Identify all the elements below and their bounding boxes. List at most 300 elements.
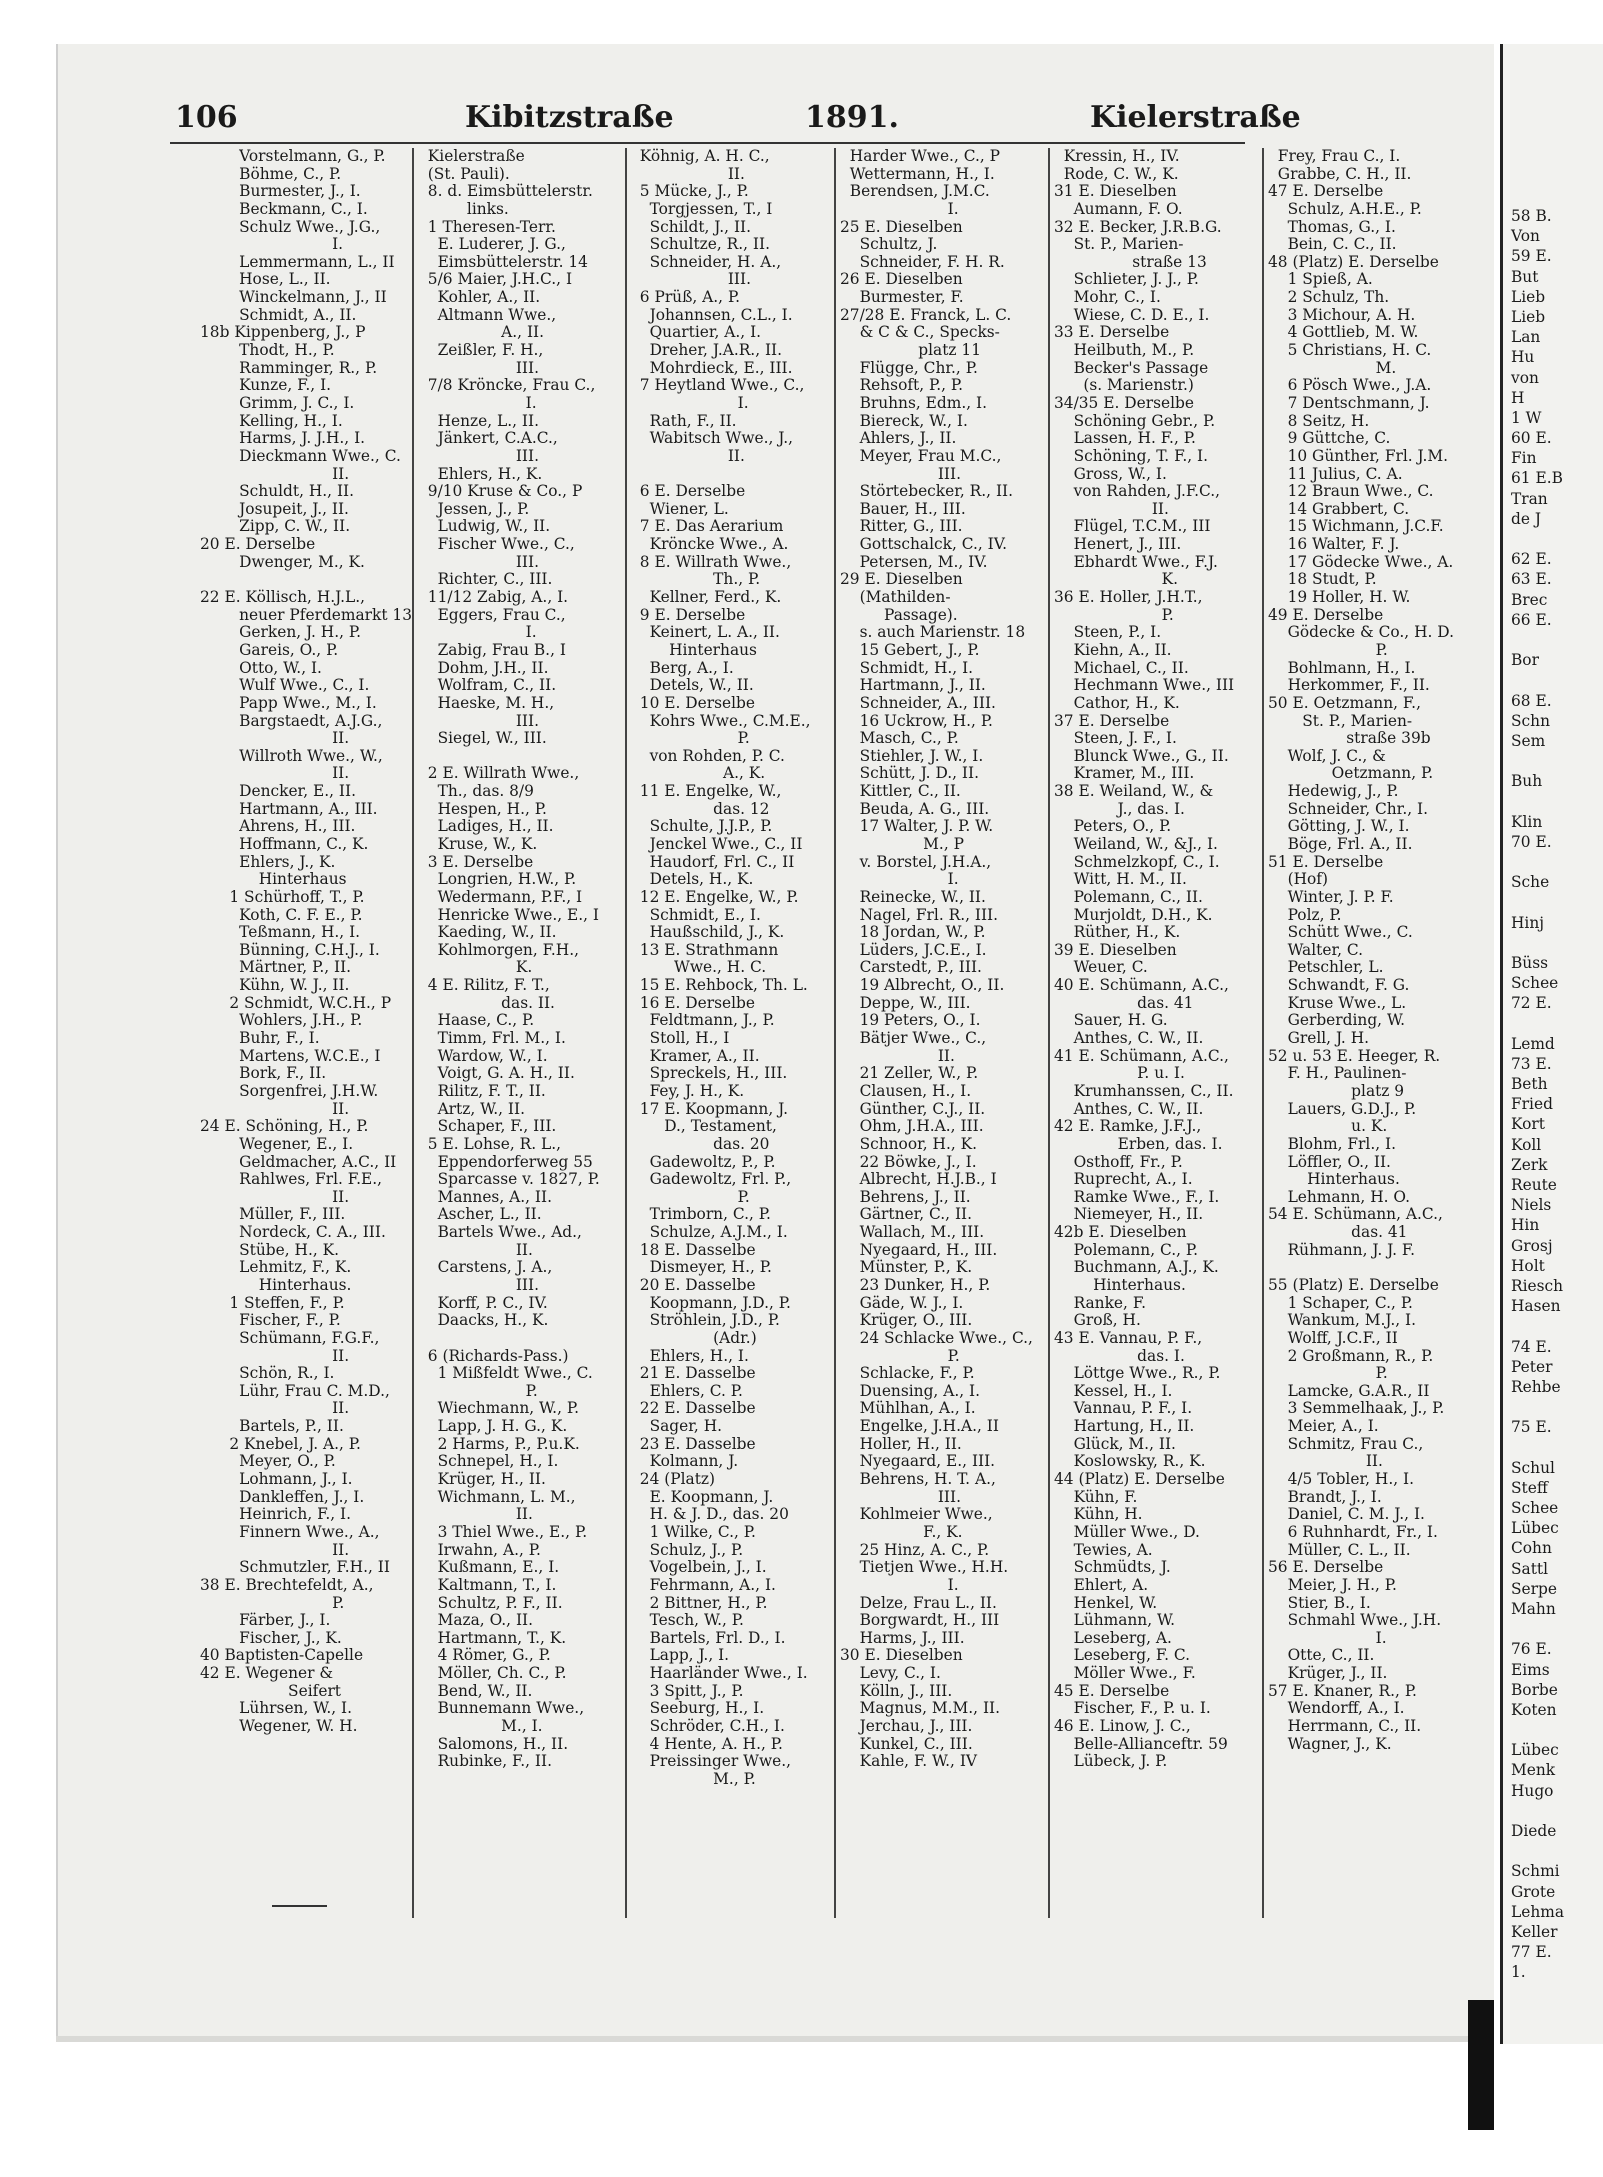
next-page-line: Von (1511, 227, 1540, 246)
directory-line: 38 E. Brechtefeldt, A., (200, 1575, 374, 1594)
directory-line: Trimborn, C., P. (630, 1205, 771, 1224)
directory-line: Tesch, W., P. (630, 1611, 744, 1630)
directory-line: 5 E. Lohse, R. L., (418, 1134, 562, 1153)
directory-line: Ehlers, C. P. (630, 1381, 743, 1400)
directory-line: Longrien, H.W., P. (418, 870, 577, 889)
next-page-line: Lan (1511, 328, 1541, 347)
directory-line: Nyegaard, H., III. (840, 1240, 998, 1259)
next-page-line: Kort (1511, 1115, 1545, 1134)
directory-line: Blunck Wwe., G., II. (1054, 746, 1229, 765)
column-2 (418, 148, 623, 1918)
directory-line: Schneider, H. A., (630, 252, 782, 271)
directory-line: das. II. (418, 993, 555, 1012)
directory-line: Schultz, J. (840, 235, 938, 254)
directory-line: 6 Pösch Wwe., J.A. (1268, 376, 1432, 395)
directory-line: Holler, H., II. (840, 1434, 962, 1453)
directory-line: 4 Römer, G., P. (418, 1646, 551, 1665)
directory-line: Schöning, T. F., I. (1054, 446, 1209, 465)
directory-line: Wolfram, C., II. (418, 676, 557, 695)
directory-line: (Mathilden- (840, 588, 951, 607)
directory-line: Wwe., H. C. (630, 958, 767, 977)
directory-line: Möller Wwe., F. (1054, 1664, 1196, 1683)
directory-line: Papp Wwe., M., I. (200, 693, 377, 712)
directory-line: Leseberg, A. (1054, 1628, 1172, 1647)
next-page-line (1511, 1318, 1603, 1338)
directory-line: Hedewig, J., P. (1268, 782, 1399, 801)
next-page-line (1511, 1439, 1603, 1459)
directory-line: Köhnig, A. H. C., (630, 147, 770, 165)
directory-line: 18 Studt, P. (1268, 570, 1377, 589)
directory-line: Kohler, A., II. (418, 288, 541, 307)
directory-line: K. (418, 958, 533, 977)
directory-line: Grabbe, C. H., II. (1268, 164, 1412, 183)
next-page-line: Sattl (1511, 1559, 1549, 1578)
column-1 (200, 147, 413, 1918)
directory-line: P. (200, 1593, 345, 1612)
directory-line: Kruse, W., K. (418, 834, 538, 853)
directory-line: 52 u. 53 E. Heeger, R. (1268, 1046, 1441, 1065)
directory-line: Bohlmann, H., I. (1268, 658, 1416, 677)
directory-line: P. (630, 1187, 750, 1206)
directory-line: 22 E. Köllisch, H.J.L., (200, 588, 366, 607)
directory-line: Kressin, H., IV. (1054, 147, 1180, 165)
directory-line: Bauer, H., III. (840, 499, 966, 518)
directory-line: Tietjen Wwe., H.H. (840, 1558, 1009, 1577)
directory-line: 23 Dunker, H., P. (840, 1276, 991, 1294)
directory-line: Schön, R., I. (200, 1364, 335, 1383)
directory-line: 2 E. Willrath Wwe., (418, 764, 580, 783)
directory-line: Müller Wwe., D. (1054, 1522, 1200, 1541)
directory-line: III. (418, 711, 539, 730)
directory-line: Kelling, H., I. (200, 411, 343, 430)
directory-line: 3 Semmelhaak, J., P. (1268, 1399, 1445, 1418)
directory-line: Krüger, O., III. (840, 1311, 973, 1330)
directory-line: P. u. I. (1054, 1064, 1185, 1083)
directory-line: Gottschalck, C., IV. (840, 535, 1008, 554)
directory-line: Anthes, C. W., II. (1054, 1099, 1204, 1118)
directory-line: Hinterhaus. (1268, 1170, 1400, 1189)
directory-line: Lamcke, G.A.R., II (1268, 1381, 1430, 1400)
directory-line: Witt, H. M., II. (1054, 870, 1187, 889)
directory-line: Kröncke Wwe., A. (630, 535, 789, 554)
directory-line: Lühmann, W. (1054, 1611, 1176, 1630)
directory-line: Ehlers, J., K. (200, 852, 336, 871)
directory-line: Thodt, H., P. (200, 341, 335, 360)
directory-line: 2 Bittner, H., P. (630, 1593, 768, 1612)
next-page-line: Grosj (1511, 1236, 1553, 1255)
directory-line: Berg, A., I. (630, 658, 734, 677)
next-page-line (1511, 894, 1603, 914)
directory-line: Masch, C., P. (840, 729, 959, 748)
next-page-line: Beth (1511, 1075, 1548, 1094)
directory-line: Dencker, E., II. (200, 782, 356, 801)
directory-line: II. (840, 1046, 955, 1065)
directory-line: 11 E. Engelke, W., (630, 782, 782, 801)
directory-line: Glück, M., II. (1054, 1434, 1176, 1453)
directory-line (418, 748, 623, 766)
next-page-line: Zerk (1511, 1155, 1548, 1174)
directory-line: Nordeck, C. A., III. (200, 1223, 386, 1242)
directory-line: Harms, J., III. (840, 1628, 965, 1647)
directory-line: 8 E. Willrath Wwe., (630, 552, 792, 571)
directory-line: Kessel, H., I. (1054, 1381, 1173, 1400)
directory-line: Oetzmann, P. (1268, 764, 1434, 783)
directory-line: Kielerstraße (418, 147, 525, 165)
directory-line: Lehmann, H. O. (1268, 1187, 1411, 1206)
next-page-line: Koll (1511, 1135, 1542, 1154)
next-page-line: Lieb (1511, 307, 1546, 326)
directory-line: 42 E. Ramke, J.F.J., (1054, 1117, 1202, 1136)
next-page-line: Hinj (1511, 913, 1545, 932)
directory-line: Hinterhaus (630, 640, 757, 659)
directory-line: E. Luderer, J. G., (418, 235, 566, 254)
directory-line: 9/10 Kruse & Co., P (418, 482, 583, 501)
directory-line: Schmahl Wwe., J.H. (1268, 1611, 1442, 1630)
directory-line: Hartmann, A., III. (200, 799, 378, 818)
directory-line: Wardow, W., I. (418, 1046, 548, 1065)
directory-line: 20 E. Derselbe (200, 535, 316, 554)
directory-line: 8. d. Eimsbüttelerstr. (418, 182, 593, 201)
next-page-line: Sem (1511, 731, 1546, 750)
directory-line: I. (840, 199, 959, 218)
directory-line: (Hof) (1268, 870, 1328, 889)
directory-line: Sauer, H. G. (1054, 1011, 1168, 1030)
directory-line: K. (1054, 570, 1179, 589)
directory-line: Spreckels, H., III. (630, 1064, 788, 1083)
directory-line: Sparcasse v. 1827, P. (418, 1170, 600, 1189)
directory-line: II. (200, 729, 350, 748)
directory-line: Polemann, C., II. (1054, 887, 1203, 906)
directory-line: 5 Mücke, J., P. (630, 182, 749, 201)
directory-line: Vogelbein, J., I. (630, 1558, 767, 1577)
directory-line: Schulze, A.J.M., I. (630, 1223, 788, 1242)
directory-line: Kußmann, E., I. (418, 1558, 560, 1577)
directory-line: Becker's Passage (1054, 358, 1209, 377)
directory-line: Behrens, J., II. (840, 1187, 971, 1206)
directory-line: Wallach, M., III. (840, 1223, 985, 1242)
directory-line: Schöning Gebr., P. (1054, 411, 1216, 430)
directory-line: 38 E. Weiland, W., & (1054, 782, 1214, 801)
directory-line: II. (418, 1505, 533, 1524)
directory-line: von Rohden, P. C. (630, 746, 785, 765)
directory-line: Hose, L., II. (200, 270, 331, 289)
directory-line: Kunze, F., I. (200, 376, 332, 395)
directory-line: Bartels Wwe., Ad., (418, 1223, 582, 1242)
directory-line: Richter, C., III. (418, 570, 553, 589)
directory-line: Heinrich, F., I. (200, 1505, 352, 1524)
directory-line: Schulte, J.J.P., P. (630, 817, 773, 836)
next-page-line: Rehbe (1511, 1377, 1561, 1396)
directory-line: 44 (Platz) E. Derselbe (1054, 1470, 1225, 1489)
directory-line: & C & C., Specks- (840, 323, 1000, 342)
directory-line: Hartmann, T., K. (418, 1628, 567, 1647)
directory-line: III. (840, 1487, 961, 1506)
column-6 (1268, 148, 1494, 1918)
directory-line: P. (630, 729, 750, 748)
directory-line: Murjoldt, D.H., K. (1054, 905, 1213, 924)
directory-line: Irwahn, A., P. (418, 1540, 541, 1559)
directory-line (418, 1330, 623, 1348)
directory-line: Ahrens, H., III. (200, 817, 356, 836)
directory-line: Färber, J., I. (200, 1611, 331, 1630)
next-page-line: Borbe (1511, 1680, 1558, 1699)
directory-line: Vannau, P. F., I. (1054, 1399, 1193, 1418)
directory-line: Harder Wwe., C., P (840, 147, 1000, 165)
directory-line: Wegener, W. H. (200, 1717, 358, 1736)
next-page-line: Eims (1511, 1660, 1550, 1679)
directory-line: 3 Michour, A. H. (1268, 305, 1416, 324)
directory-line: Daacks, H., K. (418, 1311, 549, 1330)
directory-line: Eppendorferweg 55 (418, 1152, 593, 1171)
directory-line: Ehlers, H., K. (418, 464, 543, 483)
directory-line: 1 Wilke, C., P. (630, 1522, 756, 1541)
directory-line: 25 E. Dieselben (840, 217, 963, 236)
next-page-line (1511, 1399, 1603, 1419)
directory-line: Hartung, H., II. (1054, 1417, 1195, 1436)
directory-line: Steen, P., I. (1054, 623, 1162, 642)
directory-line: Koopmann, J.D., P. (630, 1293, 791, 1312)
directory-line: Müller, C. L., II. (1268, 1540, 1411, 1559)
directory-line: I. (418, 393, 537, 412)
directory-line: Fischer, F., P. (200, 1311, 341, 1330)
directory-line: 7 Dentschmann, J. (1268, 393, 1430, 412)
directory-line: Kiehn, A., II. (1054, 640, 1172, 659)
directory-line: 17 Gödecke Wwe., A. (1268, 552, 1454, 571)
directory-line: Grimm, J. C., I. (200, 393, 355, 412)
directory-line: Schaper, F., III. (418, 1117, 557, 1136)
directory-line: 4 Hente, A. H., P. (630, 1734, 783, 1753)
directory-line: Schmidt, A., II. (200, 305, 357, 324)
directory-line: 17 E. Koopmann, J. (630, 1099, 788, 1118)
directory-line: 15 Gebert, J., P. (840, 640, 980, 659)
directory-line: II. (200, 1187, 350, 1206)
directory-line: Maza, O., II. (418, 1611, 534, 1630)
directory-line: 24 E. Schöning, H., P. (200, 1117, 369, 1136)
directory-line: Otto, W., I. (200, 658, 322, 677)
directory-line: Kruse Wwe., L. (1268, 993, 1407, 1012)
directory-line: II. (418, 1240, 533, 1259)
directory-line: Artz, W., II. (418, 1099, 525, 1118)
directory-line: II. (200, 464, 350, 483)
directory-line: Mohr, C., I. (1054, 288, 1161, 307)
directory-line: Schmidt, E., I. (630, 905, 761, 924)
directory-line: Störtebecker, R., II. (840, 482, 1013, 501)
directory-line: Ascher, L., II. (418, 1205, 542, 1224)
next-page-line: 60 E. (1511, 429, 1552, 448)
next-page-line: Steff (1511, 1478, 1548, 1497)
directory-line: Stiehler, J. W., I. (840, 746, 984, 765)
directory-line: 12 Braun Wwe., C. (1268, 482, 1434, 501)
directory-line: Günther, C.J., II. (840, 1099, 986, 1118)
directory-line: Ehlers, H., I. (630, 1346, 749, 1365)
directory-line: 13 E. Strathmann (630, 940, 779, 959)
directory-line: Haeske, M. H., (418, 693, 555, 712)
directory-line: Bartels, P., II. (200, 1417, 344, 1436)
directory-line: III. (630, 270, 751, 289)
next-page-line: von (1511, 368, 1539, 387)
directory-line: Ebhardt Wwe., F.J. (1054, 552, 1218, 571)
directory-line: 8 Seitz, H. (1268, 411, 1370, 430)
directory-line: Behrens, H. T. A., (840, 1470, 996, 1489)
directory-line: Lührsen, W., I. (200, 1699, 353, 1718)
directory-line: 5/6 Maier, J.H.C., I (418, 270, 573, 289)
directory-line: 43 E. Vannau, P. F., (1054, 1328, 1203, 1347)
directory-line: Gäde, W. J., I. (840, 1293, 964, 1312)
directory-line: Altmann Wwe., (418, 305, 557, 324)
directory-line: Herkommer, F., II. (1268, 676, 1430, 695)
directory-line: St. P., Marien- (1268, 711, 1413, 730)
directory-line: 3 Spitt, J., P. (630, 1681, 744, 1700)
directory-line: Dreher, J.A.R., II. (630, 341, 783, 360)
directory-line (200, 571, 410, 589)
directory-line: 57 E. Knaner, R., P. (1268, 1681, 1417, 1700)
next-page-line: 62 E. (1511, 550, 1552, 569)
directory-line: Kramer, A., II. (630, 1046, 760, 1065)
directory-line: 48 (Platz) E. Derselbe (1268, 252, 1439, 271)
directory-line: 10 E. Derselbe (630, 693, 755, 712)
directory-line: 51 E. Derselbe (1268, 852, 1384, 871)
next-page-line: Fried (1511, 1095, 1553, 1114)
directory-line: P. (1054, 605, 1174, 624)
directory-line: 42 E. Wegener & (200, 1664, 334, 1683)
next-page-line: Riesch (1511, 1276, 1564, 1295)
directory-line: Ramke Wwe., F., I. (1054, 1187, 1220, 1206)
binding-shadow (1468, 2000, 1494, 2130)
directory-line: Willroth Wwe., W., (200, 746, 383, 765)
directory-line: Herrmann, C., II. (1268, 1717, 1422, 1736)
directory-line: 11/12 Zabig, A., I. (418, 588, 569, 607)
directory-line: Wagner, J., K. (1268, 1734, 1392, 1753)
directory-line: I. (200, 235, 344, 254)
directory-line: Rode, C. W., K. (1054, 164, 1179, 183)
directory-line: I. (1268, 1628, 1387, 1647)
directory-line: Quartier, A., I. (630, 323, 762, 342)
directory-line: Winter, J. P. F. (1268, 887, 1394, 906)
directory-line: Kohrs Wwe., C.M.E., (630, 711, 811, 730)
directory-line: platz 9 (1268, 1081, 1405, 1100)
directory-line: Schmüdts, J. (1054, 1558, 1171, 1577)
directory-line: 33 E. Derselbe (1054, 323, 1170, 342)
directory-line: Haudorf, Frl. C., II (630, 852, 795, 871)
next-page-line: Mahn (1511, 1599, 1556, 1618)
directory-line: Dwenger, M., K. (200, 552, 365, 571)
directory-line: Schlieter, J. J., P. (1054, 270, 1199, 289)
directory-line: Salomons, H., II. (418, 1734, 569, 1753)
directory-line: Kramer, M., III. (1054, 764, 1195, 783)
directory-line: 2 Knebel, J. A., P. (200, 1434, 361, 1453)
directory-line: 26 E. Dieselben (840, 270, 963, 289)
directory-line: Stier, B., I. (1268, 1593, 1371, 1612)
directory-line: Otte, C., II. (1268, 1646, 1375, 1665)
directory-line: Lemmermann, L., II (200, 252, 395, 271)
directory-line: Dankleffen, J., I. (200, 1487, 365, 1506)
directory-line: 24 Schlacke Wwe., C., (840, 1328, 1033, 1347)
directory-line: III. (418, 446, 539, 465)
directory-line: Blohm, Frl., I. (1268, 1134, 1396, 1153)
directory-line: Th., P. (630, 570, 761, 589)
directory-line: Weiland, W., &J., I. (1054, 834, 1218, 853)
directory-line: Schwandt, F. G. (1268, 976, 1410, 995)
directory-line: Lauers, G.D.J., P. (1268, 1099, 1417, 1118)
directory-line: Rath, F., II. (630, 411, 737, 430)
directory-line: Levy, C., I. (840, 1664, 941, 1683)
directory-line: Gadewoltz, Frl. P., (630, 1170, 792, 1189)
directory-line: Kaltmann, T., I. (418, 1575, 557, 1594)
next-page-line: Lieb (1511, 287, 1546, 306)
next-page-line: Lehma (1511, 1902, 1565, 1921)
next-page-line: Serpe (1511, 1579, 1557, 1598)
page-header (175, 100, 1301, 140)
directory-line: Leseberg, F. C. (1054, 1646, 1191, 1665)
directory-line: 45 E. Derselbe (1054, 1681, 1170, 1700)
directory-line: Schütt Wwe., C. (1268, 923, 1413, 942)
directory-line: 5 Christians, H. C. (1268, 341, 1432, 360)
directory-line: 3 Thiel Wwe., E., P. (418, 1522, 588, 1541)
directory-line: Eggers, Frau C., (418, 605, 566, 624)
directory-line: 36 E. Holler, J.H.T., (1054, 588, 1203, 607)
next-page-line (1511, 1016, 1603, 1036)
directory-line: Ohm, J.H.A., III. (840, 1117, 984, 1136)
directory-line: D., Testament, (630, 1117, 777, 1136)
directory-line: Dismeyer, H., P. (630, 1258, 772, 1277)
directory-line: II. (630, 446, 745, 465)
directory-line: P. (418, 1381, 538, 1400)
next-page-line: Schmi (1511, 1862, 1560, 1881)
directory-line: II. (200, 764, 350, 783)
directory-line: Feldtmann, J., P. (630, 1011, 775, 1030)
directory-line: Krüger, H., II. (418, 1470, 546, 1489)
next-page-line: 75 E. (1511, 1418, 1552, 1437)
directory-line: Teßmann, H., I. (200, 923, 361, 942)
directory-line (630, 466, 832, 484)
directory-line: (s. Marienstr.) (1054, 376, 1194, 395)
next-page-line: 70 E. (1511, 832, 1552, 851)
directory-line: Stübe, H., K. (200, 1240, 340, 1259)
directory-line: 56 E. Derselbe (1268, 1558, 1384, 1577)
directory-line: 12 E. Engelke, W., P. (630, 887, 799, 906)
directory-line: v. Borstel, J.H.A., (840, 852, 992, 871)
directory-line: Fischer, F., P. u. I. (1054, 1699, 1211, 1718)
directory-line: Gärtner, C., II. (840, 1205, 973, 1224)
directory-line: (Adr.) (630, 1328, 757, 1347)
directory-line: Groß, H. (1054, 1311, 1141, 1330)
directory-line: 55 (Platz) E. Derselbe (1268, 1276, 1439, 1294)
directory-line: Carstens, J. A., (418, 1258, 553, 1277)
directory-line: 6 Prüß, A., P. (630, 288, 741, 307)
directory-line: Münster, P., K. (840, 1258, 973, 1277)
directory-line: F., K. (840, 1522, 963, 1541)
directory-line: Detels, W., II. (630, 676, 754, 695)
next-page-line: 72 E. (1511, 994, 1552, 1013)
directory-line: Ritter, G., III. (840, 517, 963, 536)
directory-line: Haußschild, J., K. (630, 923, 785, 942)
directory-line: Meyer, Frau M.C., (840, 446, 1002, 465)
directory-line: Meier, A., I. (1268, 1417, 1379, 1436)
directory-line: 10 Günther, Frl. J.M. (1268, 446, 1449, 465)
next-page-line (1511, 1722, 1603, 1742)
directory-line: Fischer Wwe., C., (418, 535, 575, 554)
directory-line: 16 E. Derselbe (630, 993, 755, 1012)
next-page-line: 73 E. (1511, 1054, 1552, 1073)
directory-line: M., P. (630, 1769, 756, 1788)
directory-line: 14 Grabbert, C. (1268, 499, 1410, 518)
directory-line: 54 E. Schümann, A.C., (1268, 1205, 1443, 1224)
directory-line: Schneider, Chr., I. (1268, 799, 1428, 818)
directory-line: Hechmann Wwe., III (1054, 676, 1235, 695)
directory-line: E. Koopmann, J. (630, 1487, 774, 1506)
page-shadow (56, 2036, 1492, 2042)
directory-line: Buhr, F., I. (200, 1029, 320, 1048)
